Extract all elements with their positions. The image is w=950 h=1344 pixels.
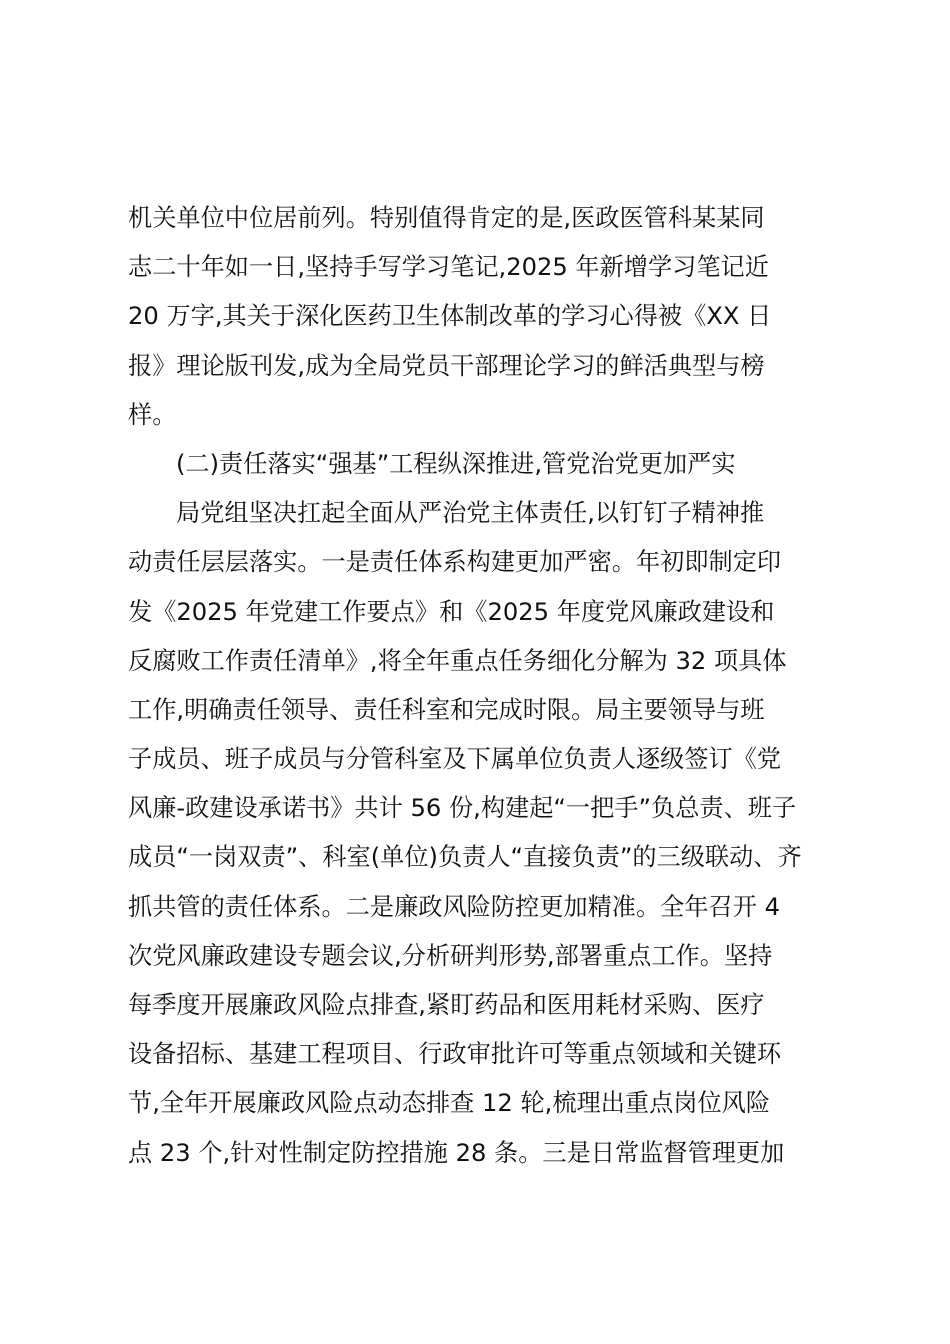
paragraph-line: 节,全年开展廉政风险点动态排查 12 轮,梳理出重点岗位风险 xyxy=(128,1089,771,1118)
paragraph-first-line: 局党组坚决扛起全面从严治党主体责任,以钉钉子精神推 xyxy=(176,499,765,528)
paragraph-line: 抓共管的责任体系。二是廉政风险防控更加精准。全年召开 4 xyxy=(128,892,780,921)
section-heading: (二)责任落实“强基”工程纵深推进,管党治党更加严实 xyxy=(176,449,736,478)
paragraph-line: 设备招标、基建工程项目、行政审批许可等重点领域和关键环 xyxy=(128,1040,782,1069)
paragraph-line: 工作,明确责任领导、责任科室和完成时限。局主要领导与班 xyxy=(128,695,765,724)
body-text xyxy=(128,194,828,1178)
paragraph-line: 20 万字,其关于深化医药卫生体制改革的学习心得被《XX 日 xyxy=(128,302,772,331)
paragraph-line: 动责任层层落实。一是责任体系构建更加严密。年初即制定印 xyxy=(128,548,782,577)
paragraph-line: 样。 xyxy=(128,400,177,429)
paragraph-line: 成员“一岗双责”、科室(单位)负责人“直接负责”的三级联动、齐 xyxy=(128,843,802,872)
paragraph-line: 子成员、班子成员与分管科室及下属单位负责人逐级签订《党 xyxy=(128,745,782,774)
paragraph-line: 次党风廉政建设专题会议,分析研判形势,部署重点工作。坚持 xyxy=(128,941,773,970)
paragraph-line: 反腐败工作责任清单》,将全年重点任务细化分解为 32 项具体 xyxy=(128,646,787,675)
paragraph-line: 机关单位中位居前列。特别值得肯定的是,医政医管科某某同 xyxy=(128,204,765,232)
paragraph-line: 点 23 个,针对性制定防控措施 28 条。三是日常监督管理更加 xyxy=(128,1138,785,1167)
paragraph-line: 每季度开展廉政风险点排查,紧盯药品和医用耗材采购、医疗 xyxy=(128,991,765,1019)
paragraph-line: 风廉-政建设承诺书》共计 56 份,构建起“一把手”负总责、班子 xyxy=(128,794,797,823)
paragraph-line: 报》理论版刊发,成为全局党员干部理论学习的鲜活典型与榜 xyxy=(128,351,765,380)
paragraph-line: 志二十年如一日,坚持手写学习笔记,2025 年新增学习笔记近 xyxy=(128,253,769,282)
paragraph-line: 发《2025 年党建工作要点》和《2025 年度党风廉政建设和 xyxy=(128,597,775,626)
